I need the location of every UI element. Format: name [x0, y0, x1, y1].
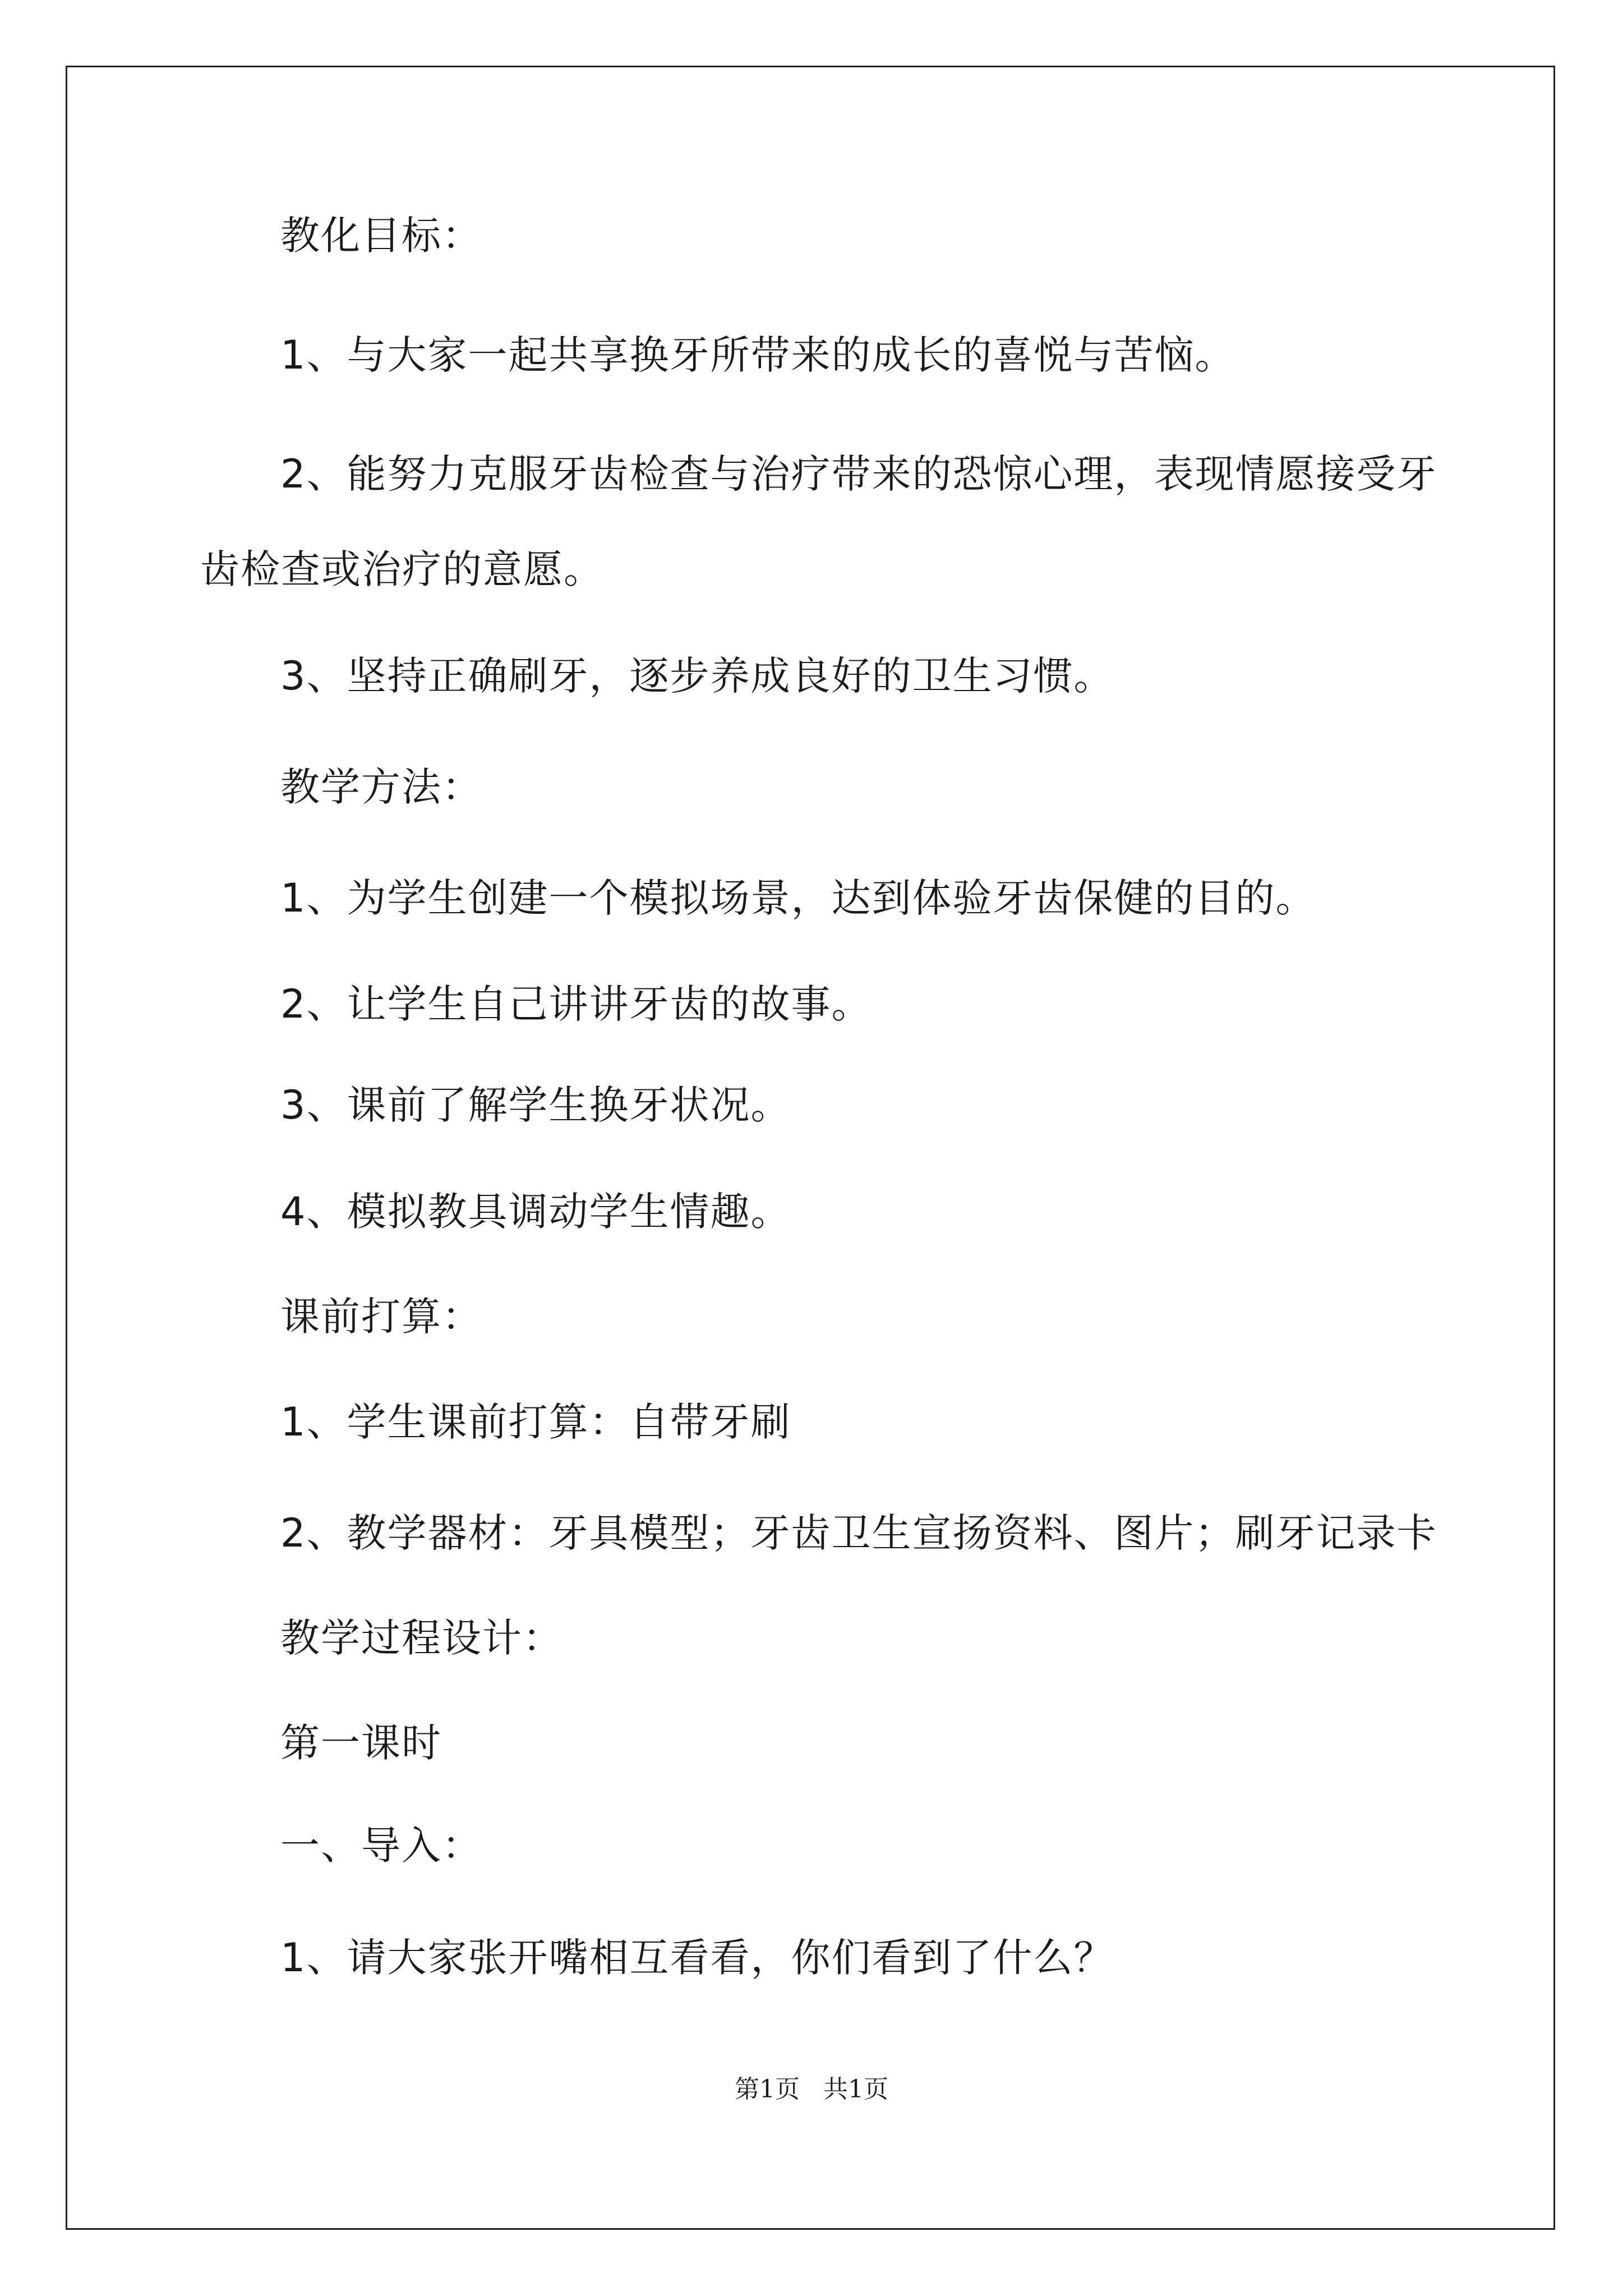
method-item: 4、模拟教具调动学生情趣。	[280, 1189, 791, 1235]
heading-objectives: 教化目标：	[280, 213, 482, 259]
lesson-title: 第一课时	[280, 1720, 442, 1766]
heading-methods: 教学方法：	[280, 764, 482, 810]
page-footer: 第1页 共1页	[735, 2075, 888, 2104]
preparation-item: 1、学生课前打算：自带牙刷	[280, 1399, 791, 1445]
objective-item: 3、坚持正确刷牙，逐步养成良好的卫生习惯。	[280, 653, 1114, 699]
objective-item-continued: 齿检查或治疗的意愿。	[200, 546, 604, 592]
method-item: 2、让学生自己讲讲牙齿的故事。	[280, 981, 872, 1027]
section-item: 1、请大家张开嘴相互看看，你们看到了什么？	[280, 1935, 1114, 1981]
method-item: 1、为学生创建一个模拟场景，达到体验牙齿保健的目的。	[280, 875, 1316, 921]
objective-item: 1、与大家一起共享换牙所带来的成长的喜悦与苦恼。	[280, 332, 1235, 378]
objective-item: 2、能努力克服牙齿检查与治疗带来的恐惊心理，表现情愿接受牙	[280, 451, 1437, 497]
page-border	[66, 66, 1555, 2230]
heading-preparation: 课前打算：	[280, 1294, 482, 1340]
method-item: 3、课前了解学生换牙状况。	[280, 1082, 791, 1128]
section-heading: 一、导入：	[280, 1823, 482, 1869]
preparation-item: 2、教学器材：牙具模型；牙齿卫生宣扬资料、图片；刷牙记录卡	[280, 1510, 1437, 1556]
heading-process: 教学过程设计：	[280, 1615, 563, 1661]
